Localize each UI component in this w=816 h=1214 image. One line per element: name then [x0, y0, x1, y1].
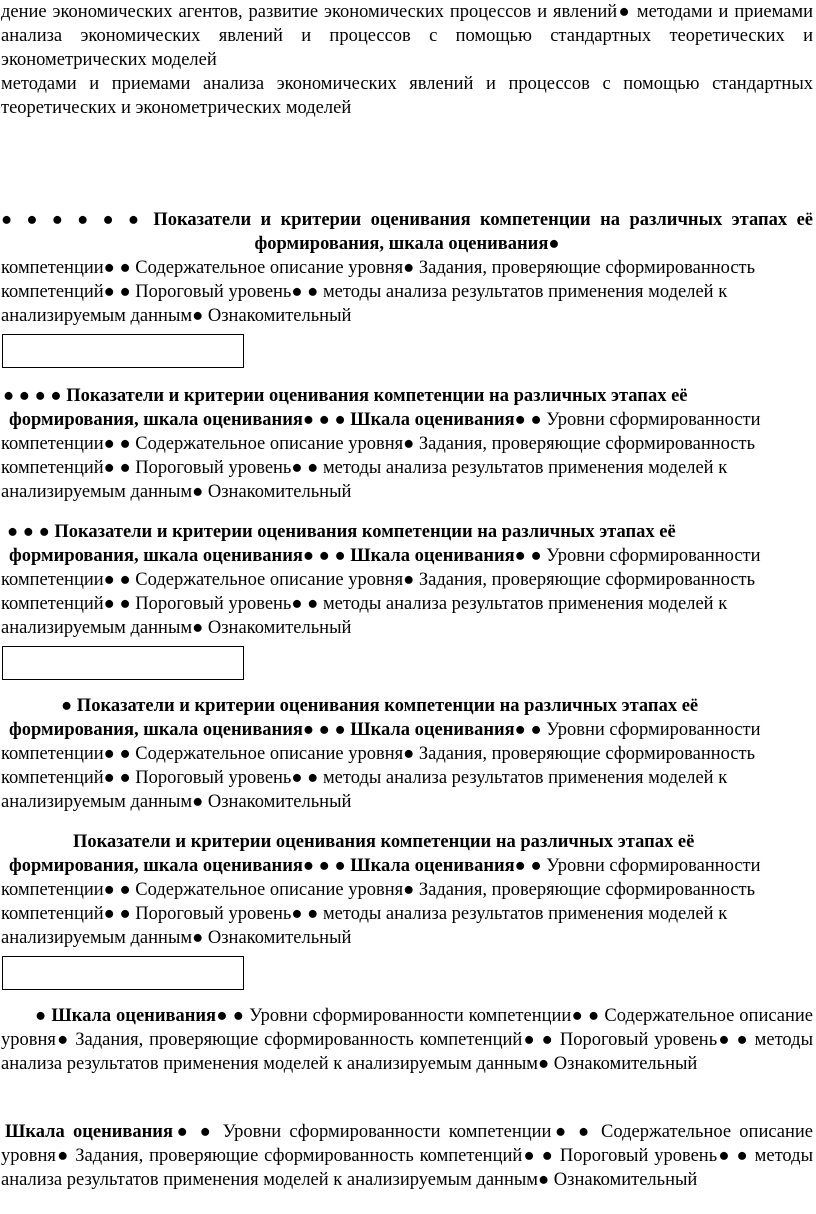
section-5-levels-label: ● Уровни сформированности: [525, 856, 761, 876]
section-7-scale-label: Шкала оценивания●: [5, 1122, 192, 1142]
section-7-text: ● Уровни сформированности компетенции● ● Содержательное описание уровня● Задания, проверяющие сформированность компетенций● ● Пороговый уровень● ● методы анализа результатов применения моделей к анализируемым данным● Ознакомительный: [1, 1122, 814, 1190]
section-4-levels-label: ● Уровни сформированности: [525, 720, 761, 740]
section-2-heading-line-1: ● ● ● ● Показатели и критерии оценивания компетенции на различных этапах её: [3, 386, 688, 406]
bullet-markers: ● ● ● ● ● ●: [1, 210, 154, 230]
empty-table-cell: [2, 956, 244, 990]
section-5-body: компетенции● ● Содержательное описание уровня● Задания, проверяющие сформированность компетенций● ● Пороговый уровень● ● методы анализа результатов применения моделей к анализируемым данным● Ознакомительный: [1, 880, 756, 948]
section-3-levels-label: ● Уровни сформированности: [525, 546, 761, 566]
section-6-scale-label: ● Шкала оценивания●: [35, 1006, 228, 1026]
section-7-paragraph: [1, 1120, 813, 1192]
section-2-levels-label: ● Уровни сформированности: [525, 410, 761, 430]
section-7: [1, 1120, 813, 1192]
empty-table-cell: [2, 334, 244, 368]
section-1: [1, 208, 813, 368]
intro-block: [1, 0, 813, 120]
section-5-heading-line-1: Показатели и критерии оценивания компетенции на различных этапах её: [73, 832, 695, 852]
section-4-heading-line-2: [1, 718, 813, 742]
section-3-scale-label: формирования, шкала оценивания● ● ● Шкала оценивания●: [9, 546, 526, 566]
section-3-body: компетенции● ● Содержательное описание уровня● Задания, проверяющие сформированность компетенций● ● Пороговый уровень● ● методы анализа результатов применения моделей к анализируемым данным● Ознакомительный: [1, 570, 756, 638]
section-3-heading-line-2: [1, 544, 813, 568]
section-2-scale-label: формирования, шкала оценивания● ● ● Шкала оценивания●: [9, 410, 526, 430]
intro-paragraph-1: дение экономических агентов, развитие экономических процессов и явлений● методами и приемами анализа экономических явлений и процессов с помощью стандартных теоретических и эконометрических моделей: [1, 2, 813, 70]
section-5-scale-label: формирования, шкала оценивания● ● ● Шкала оценивания●: [9, 856, 526, 876]
section-6: [1, 1004, 813, 1076]
section-1-title: Показатели и критерии оценивания компетенции на различных этапах её формирования, шкала оценивания●: [153, 210, 813, 254]
section-4-body: компетенции● ● Содержательное описание уровня● Задания, проверяющие сформированность компетенций● ● Пороговый уровень● ● методы анализа результатов применения моделей к анализируемым данным● Ознакомительный: [1, 744, 756, 812]
section-1-heading: [1, 208, 813, 256]
section-5-heading-line-2: [1, 854, 813, 878]
empty-table-cell: [2, 646, 244, 680]
section-2-heading-line-2: [1, 408, 813, 432]
section-4-heading-line-1: ● Показатели и критерии оценивания компетенции на различных этапах её: [61, 696, 699, 716]
section-1-body: компетенции● ● Содержательное описание уровня● Задания, проверяющие сформированность компетенций● ● Пороговый уровень● ● методы анализа результатов применения моделей к анализируемым данным● Ознакомительный: [1, 258, 756, 326]
section-3: [1, 520, 813, 680]
section-6-paragraph: [1, 1004, 813, 1076]
intro-paragraph-2: методами и приемами анализа экономических явлений и процессов с помощью стандартных теоретических и эконометрических моделей: [1, 74, 813, 118]
section-2-body: компетенции● ● Содержательное описание уровня● Задания, проверяющие сформированность компетенций● ● Пороговый уровень● ● методы анализа результатов применения моделей к анализируемым данным● Ознакомительный: [1, 434, 756, 502]
section-6-text: ● Уровни сформированности компетенции● ● Содержательное описание уровня● Задания, проверяющие сформированность компетенций● ● Пороговый уровень● ● методы анализа результатов применения моделей к анализируемым данным● Ознакомительный: [1, 1006, 814, 1074]
section-3-heading-line-1: ● ● ● Показатели и критерии оценивания компетенции на различных этапах её: [7, 522, 676, 542]
section-2: [1, 384, 813, 504]
section-4: [1, 694, 813, 814]
section-5: [1, 830, 813, 990]
section-4-scale-label: формирования, шкала оценивания● ● ● Шкала оценивания●: [9, 720, 526, 740]
